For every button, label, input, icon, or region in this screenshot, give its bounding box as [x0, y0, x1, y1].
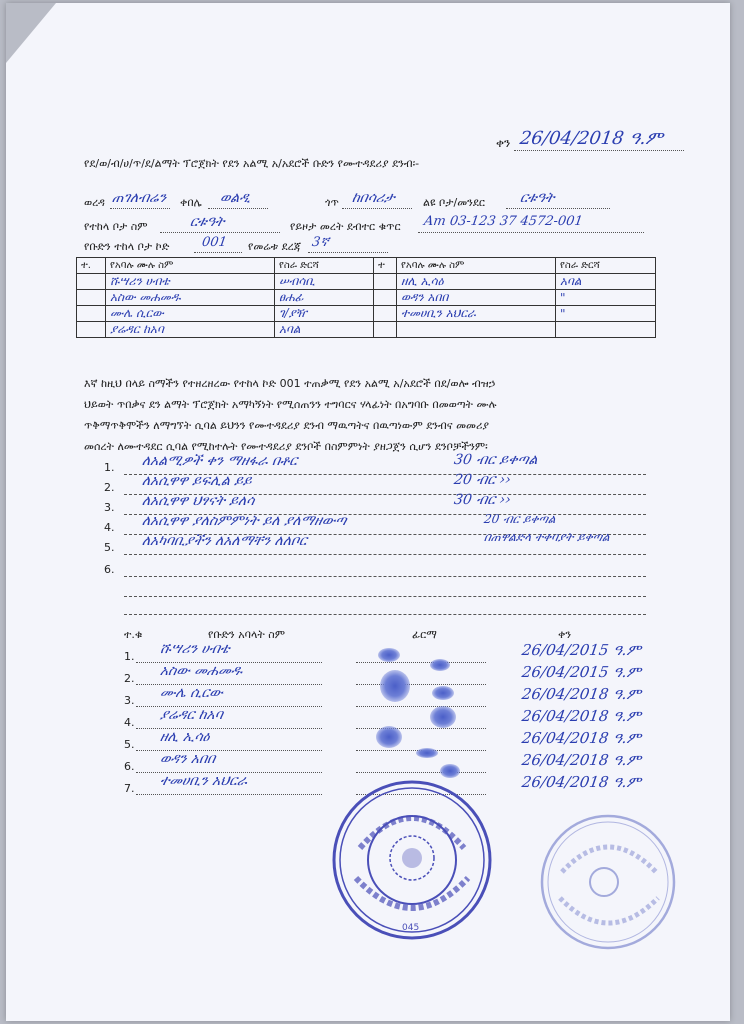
rule-text: ለአካባቢያችን ለአለማቸን ለለቦር — [140, 533, 308, 549]
land-book-value: Am 03-123 37 4572-001 — [422, 214, 584, 229]
rule-text: ለአሲዋዋ ይፍሊል ይይ — [140, 473, 253, 489]
sig-date: 26/04/2018 ዓ.ም — [520, 773, 643, 791]
sig-signature-line — [356, 684, 486, 685]
special-place-label: ልዩ ቦታ/መንደር — [423, 196, 486, 209]
sig-number: 6. — [124, 760, 135, 773]
rule-line — [124, 596, 646, 597]
table-cell — [77, 306, 106, 322]
table-cell — [374, 322, 397, 338]
rule-text: ለአሲዋዋ ህፃናት ይለሳ — [140, 493, 256, 509]
official-stamp-right — [538, 812, 678, 952]
sig-name: ያሬዳር ከአባ — [158, 707, 224, 723]
paragraph-line: ጥቅማጥቅሞችን ለማግኘት ሲባል ይህንን የሙተዳደሪያ ደንብ ማዉጣትና በዉጣነውም ደንብና መመሪያ — [84, 419, 490, 432]
rule-penalty: 20 ብር ይቀጣል — [483, 512, 557, 526]
rule-number: 4. — [104, 521, 115, 534]
site-name-label: የተከላ ቦታ ስም — [84, 220, 148, 233]
sig-header-number: ተ.ቁ — [124, 628, 143, 641]
rule-number: 1. — [104, 461, 115, 474]
paragraph-line: ህይወት ጥበቃና ደን ልማት ፕሮጀክት አማካኝነት የሚሰጠንን ተግባርና ሃላፊነት በአግባቡ በመወጣት ሙሉ — [84, 398, 497, 411]
table-row — [77, 290, 656, 306]
sig-date: 26/04/2018 ዓ.ም — [520, 685, 643, 703]
thumbprint-mark — [430, 659, 450, 671]
table-cell: ሹሣሪን ሀብቴ — [106, 274, 275, 290]
got-label: ጎጥ — [325, 196, 339, 209]
members-table-header — [77, 258, 656, 274]
table-row — [77, 306, 656, 322]
date-label: ቀን — [496, 136, 511, 150]
group-code-value: 001 — [200, 235, 228, 250]
table-cell: ተመሀቢን አህርራ — [397, 306, 556, 322]
sig-date: 26/04/2018 ዓ.ም — [520, 729, 643, 747]
land-book-label: የይዞታ መረት ደብተር ቁጥር — [290, 220, 401, 233]
table-cell: ሙሌ ሲርው — [106, 306, 275, 322]
thumbprint-mark — [440, 764, 460, 778]
col-number-2: ተ — [374, 258, 397, 274]
sig-name: ሹሣሪን ሀብቴ — [158, 641, 231, 657]
table-cell: ዘሊ ኢሳዕ — [397, 274, 556, 290]
sig-name: አስው መሐመዱ — [158, 663, 244, 679]
rule-line — [124, 554, 646, 555]
sig-number: 7. — [124, 782, 135, 795]
sig-date: 26/04/2018 ዓ.ም — [520, 707, 643, 725]
sig-date: 26/04/2015 ዓ.ም — [520, 641, 643, 659]
table-cell: ወዳን አበበ — [397, 290, 556, 306]
table-cell — [374, 290, 397, 306]
rule-text: ለአሲዋዋ ያለስምምነት ይለ ያለማዘውጣ — [140, 513, 348, 529]
paragraph-line: እኛ ከዚህ በላይ ስማችን የተዘረዘረው የተከላ ኮድ 001 ተጠቃሚ የደን አልሚ አ/አደሮች በደ/ወሎ ብዝኃ — [84, 377, 496, 390]
sig-date: 26/04/2018 ዓ.ም — [520, 751, 643, 769]
got-value: ከበሳሪታ — [350, 190, 396, 206]
sig-name: ዘሊ ኢሳዕ — [158, 729, 211, 745]
sig-number: 3. — [124, 694, 135, 707]
sig-date: 26/04/2015 ዓ.ም — [520, 663, 643, 681]
thumbprint-mark — [416, 748, 438, 758]
table-cell: አስው መሐመዱ — [106, 290, 275, 306]
table-cell — [374, 274, 397, 290]
col-number: ተ. — [77, 258, 106, 274]
sig-number: 4. — [124, 716, 135, 729]
col-name-2: የአባሉ ሙሉ ስም — [397, 258, 556, 274]
sig-signature-line — [356, 772, 486, 773]
sig-signature-line — [356, 706, 486, 707]
col-role-2: የስራ ድርሻ — [556, 258, 656, 274]
table-cell: አባል — [556, 274, 656, 290]
land-book-line — [418, 232, 644, 233]
thumbprint-mark — [430, 706, 456, 728]
table-row — [77, 274, 656, 290]
kebele-value: ወልዲ — [218, 190, 252, 206]
sig-header-date: ቀን — [558, 628, 572, 641]
table-cell — [556, 322, 656, 338]
members-table — [76, 257, 656, 338]
site-name-line — [160, 232, 280, 233]
woreda-value: ጠገለብሬን — [110, 190, 168, 206]
sig-header-signature: ፊርማ — [412, 628, 437, 641]
kebele-label: ቀበሌ — [180, 196, 202, 209]
sig-name: ሙሌ ሲርው — [158, 685, 224, 701]
official-stamp-left — [330, 778, 494, 942]
table-cell: ገ/ያዥ — [275, 306, 374, 322]
sig-number: 2. — [124, 672, 135, 685]
col-role: የስራ ድርሻ — [275, 258, 374, 274]
sig-name-line — [136, 794, 322, 795]
table-cell — [77, 322, 106, 338]
special-place-line — [506, 208, 610, 209]
kebele-line — [208, 208, 268, 209]
thumbprint-mark — [432, 686, 454, 700]
rule-number: 2. — [104, 481, 115, 494]
rule-number: 5. — [104, 541, 115, 554]
rule-line — [124, 576, 646, 577]
rule-penalty: 20 ብር ›› — [452, 472, 512, 488]
sig-signature-line — [356, 728, 486, 729]
sig-signature-line — [356, 662, 486, 663]
rule-penalty: በጠዋልድላ ተቀባያት ይቀጣል — [483, 530, 611, 544]
land-grade-value: 3ኛ — [310, 235, 330, 250]
table-cell — [397, 322, 556, 338]
date-line — [514, 150, 684, 151]
woreda-label: ወረዳ — [84, 196, 105, 209]
folded-corner — [6, 3, 56, 63]
land-grade-label: የመሬቱ ደረጃ — [248, 240, 302, 253]
woreda-line — [110, 208, 170, 209]
thumbprint-mark — [378, 648, 400, 662]
col-name: የአባሉ ሙሉ ስም — [106, 258, 275, 274]
sig-number: 5. — [124, 738, 135, 751]
table-cell: አባል — [275, 322, 374, 338]
date-value: 26/04/2018 ዓ.ም — [518, 128, 665, 149]
thumbprint-mark — [380, 670, 410, 702]
table-row — [77, 322, 656, 338]
document-title: የደ/ወ/ብ/ሀ/ጥ/ደ/ልማት ፕሮጀክት የደን አልሚ አ/አደሮች ቡድን የሙተዳደሪያ ደንብ፡- — [84, 157, 420, 170]
table-cell — [77, 274, 106, 290]
rule-text: ለአልሚዎች ቀን ማዘፋራ በቶር — [140, 453, 299, 469]
sig-number: 1. — [124, 650, 135, 663]
sig-name: ወዳን አበበ — [158, 751, 217, 767]
table-cell: ፀሐፊ — [275, 290, 374, 306]
rule-number: 6. — [104, 563, 115, 576]
sig-header-name: የቡድን አባላት ስም — [208, 628, 285, 641]
sig-name: ተመሀቢን አህርራ — [158, 773, 249, 789]
group-code-label: የቡድን ተከላ ቦታ ኮድ — [84, 240, 170, 253]
thumbprint-mark — [376, 726, 402, 748]
table-cell — [374, 306, 397, 322]
group-code-line — [194, 252, 242, 253]
rule-line — [124, 614, 646, 615]
table-cell: ሠብሳቢ — [275, 274, 374, 290]
rule-penalty: 30 ብር ›› — [452, 492, 512, 508]
land-grade-line — [308, 252, 388, 253]
table-cell: " — [556, 290, 656, 306]
special-place-value: ርቱዓት — [518, 190, 556, 206]
table-cell: " — [556, 306, 656, 322]
stamp-number: 045 — [402, 923, 420, 933]
table-cell: ያሬዳር ከአባ — [106, 322, 275, 338]
got-line — [342, 208, 412, 209]
paragraph-line: መሰረት ለሙተዳደር ሲባል የሚከተሉት የሙተዳደሪያ ደንቦች በስምምነት ያዘጋጀን ሲሆን ደንቦቻችንም፡ — [84, 440, 488, 453]
site-name-value: ርቱዓት — [188, 214, 226, 230]
rule-penalty: 30 ብር ይቀጣል — [452, 452, 539, 468]
rule-number: 3. — [104, 501, 115, 514]
table-cell — [77, 290, 106, 306]
